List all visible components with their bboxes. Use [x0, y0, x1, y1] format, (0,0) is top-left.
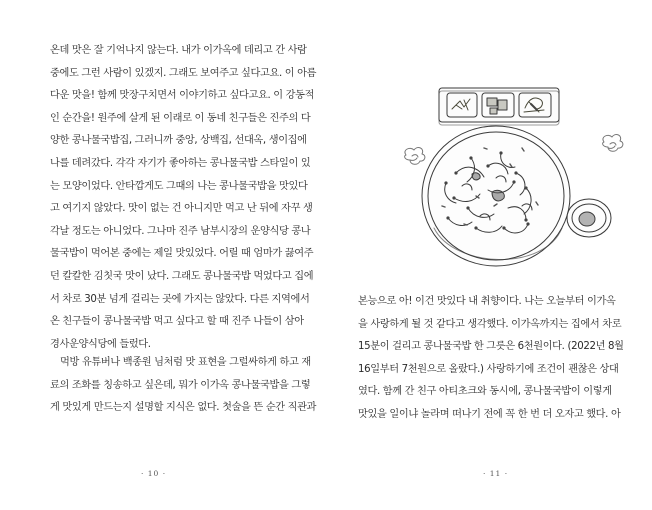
text-line: 는 모양이었다. 안타깝게도 그때의 나는 콩나물국밥을 맛있다: [50, 180, 308, 192]
text-line: 온데 맛은 잘 기억나지 않는다. 내가 이가옥에 데리고 간 사람: [50, 45, 307, 56]
text-line: 서 차로 30분 넘게 걸리는 곳에 가지는 않았다. 다른 지역에서: [50, 293, 310, 305]
text-line: 16일부터 7천원으로 올랐다.) 사랑하기에 조건이 괜찮은 상대: [358, 363, 619, 375]
page-number: · 11 ·: [483, 469, 509, 478]
text-line: 15분이 걸리고 콩나물국밥 한 그릇은 6천원이다. (2022년 8월: [358, 341, 624, 353]
text-line: 던 칼칼한 김칫국 맛이 났다. 그래도 콩나물국밥 먹었다고 집에: [50, 270, 314, 282]
side-dish-tray: [439, 88, 559, 125]
gukbap-bowl: [422, 126, 570, 266]
right-page: [326, 0, 652, 510]
text-line: 본능으로 아! 이건 맛있다 내 취향이다. 나는 오늘부터 이가옥: [358, 296, 616, 307]
text-line: 다운 맛을! 함께 맛장구치면서 이야기하고 싶다고요. 이 강동적: [50, 90, 315, 102]
text-line: 온 친구들이 콩나물국밥 먹고 싶다고 할 때 진주 나들이 삼아: [50, 316, 304, 328]
text-line: 중에도 그런 사람이 있겠지. 그래도 보여주고 싶다고요. 이 아름: [50, 67, 317, 79]
text-line: 고 여기지 않았다. 맛이 없는 건 아니지만 먹고 난 뒤에 자꾸 생: [50, 203, 313, 215]
text-line: 먹방 유튜버나 백종원 님처럼 맛 표현을 그럴싸하게 하고 재: [60, 357, 311, 368]
gukbap-illustration: [376, 78, 616, 278]
page-number: · 10 ·: [141, 469, 167, 478]
text-line: 경사운양식당에 들렀다.: [50, 338, 151, 350]
left-paragraph-1: [50, 40, 317, 356]
text-line: 맛있을 일이냐 놀라며 떠나기 전에 꼭 한 번 더 오자고 했다. 아: [358, 408, 621, 420]
text-line: 을 사랑하게 될 것 같다고 생각했다. 이가옥까지는 집에서 차로: [358, 318, 622, 330]
text-line: 료의 조화를 칭송하고 싶은데, 뭐가 이가옥 콩나물국밥을 그렇: [50, 379, 311, 391]
text-line: 나를 데려갔다. 각각 자기가 좋아하는 콩나물국밥 스타일이 있: [50, 157, 311, 169]
text-line: 였다. 함께 간 친구 아티초크와 동시에, 콩나물국밥이 이렇게: [358, 386, 612, 398]
text-line: 인 순간을! 원주에 살게 된 이래로 이 동네 친구들은 진주의 다: [50, 112, 311, 124]
text-line: 물국밥이 먹어본 중에는 제일 맛있었다. 어릴 때 엄마가 끓여주: [50, 248, 314, 260]
text-line: 게 맛있게 만드는지 설명할 지식은 없다. 첫술을 뜬 순간 직관과: [50, 402, 317, 414]
right-paragraph-1: [358, 291, 624, 427]
text-line: 각날 정도는 아니었다. 그나마 진주 남부시장의 운양식당 콩나: [50, 225, 311, 237]
text-line: 양한 콩나물국밥집, 그러니까 중앙, 상백집, 선대옥, 생이집에: [50, 135, 307, 147]
left-paragraph-2: [50, 352, 317, 420]
egg-dish: [567, 199, 611, 237]
